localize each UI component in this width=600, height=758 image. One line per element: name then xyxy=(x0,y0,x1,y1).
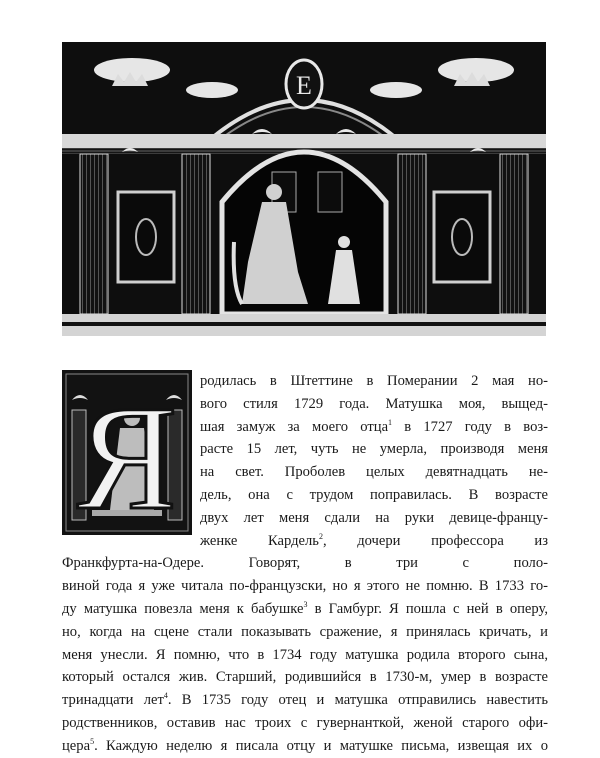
text-line: родственников, оставив нас троих с гувернанткой, женой старого офи- xyxy=(62,714,548,731)
text-line: но, когда на сцене стали показывать сражение, я принялась кричать, и xyxy=(62,623,548,640)
monogram-text: Е xyxy=(296,71,312,100)
engraving-illustration xyxy=(62,42,546,336)
footnote-ref[interactable]: 4 xyxy=(163,691,168,701)
body-text-block xyxy=(62,370,548,758)
text-line: женке Кардель$^2$, дочери профессора из xyxy=(200,531,548,549)
dropcap-letter: Я xyxy=(76,375,178,535)
text-line: шая замуж за моего отца$^1$ в 1727 году в воз- xyxy=(200,417,548,435)
dropcap-artwork xyxy=(62,370,192,535)
text-line: ду матушка повезла меня к бабушке$^3$ в Гамбург. Я пошла с ней в оперу, xyxy=(62,600,548,617)
text-line: меня унесли. Я помню, что в 1734 году матушка родила второго сына, xyxy=(62,646,548,663)
footnote-ref[interactable]: 5 xyxy=(90,736,95,746)
text-line: виной года я уже читала по-французски, но я этого не помню. В 1733 го- xyxy=(62,578,548,595)
engraving-artwork xyxy=(62,42,546,336)
text-line: расте 15 лет, чуть не умерла, производя меня xyxy=(200,441,548,458)
text-line: цера$^5$. Каждую неделю я писала отцу и матушке письма, извещая их о xyxy=(62,736,548,754)
text-line: тринадцати лет$^4$. В 1735 году отец и матушка отправились навестить xyxy=(62,691,548,709)
text-line: двух лет меня сдали на руки девице-францу- xyxy=(200,509,548,526)
footnote-ref[interactable]: 2 xyxy=(318,531,323,541)
text-line: на свет. Проболев целых девятнадцать не- xyxy=(200,464,548,481)
text-line: который остался жив. Старший, родившийся в 1730-м, умер в возрасте xyxy=(62,669,548,686)
dropcap-illustration xyxy=(62,370,192,535)
footnote-ref[interactable]: 3 xyxy=(303,600,308,610)
text-line: родилась в Штеттине в Померании 2 мая но- xyxy=(200,373,548,389)
footnote-ref[interactable]: 1 xyxy=(388,417,393,427)
text-line: вого стиля 1729 года. Матушка моя, выщед- xyxy=(200,395,548,412)
text-line: Франкфурта-на-Одере. Говорят, в три с поло- xyxy=(62,555,548,572)
text-line: дель, она с трудом поправилась. В возрасте xyxy=(200,486,548,503)
